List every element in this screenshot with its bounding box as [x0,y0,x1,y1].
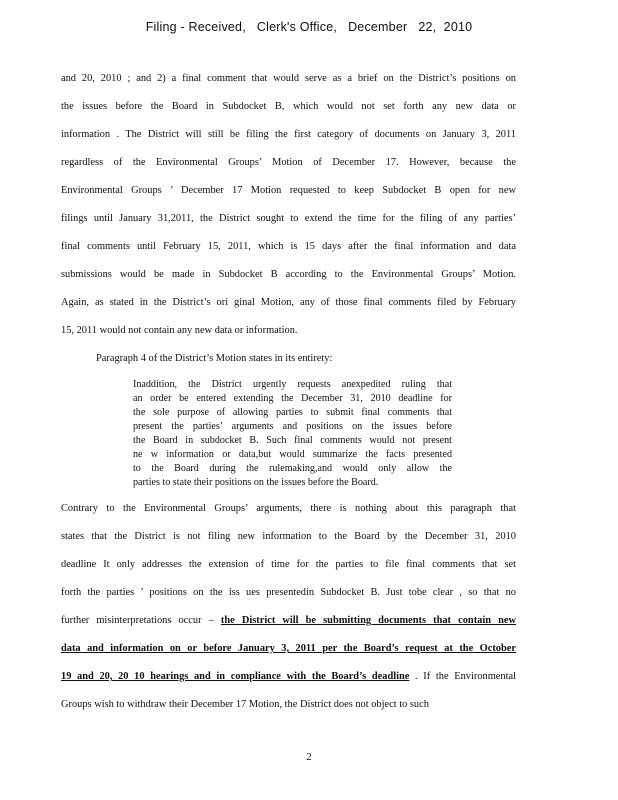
paragraph-3-line [61,615,516,627]
paragraph-1-line: filings until January 31,2011, the District sought to extend the time for the filing of any parties’ [61,213,516,224]
paragraph-2-intro: Paragraph 4 of the District’s Motion states in its entirety: [96,353,333,364]
emphasized-text: 19 and 20, 20 10 hearings and in compliance with the Board’s deadline [61,671,410,682]
block-quote-line: ne w information or data,but would summarize the facts presented [133,449,452,460]
paragraph-3-line [61,671,516,683]
paragraph-3-line: states that the District is not filing new information to the Board by the December 31, 2010 [61,531,516,542]
paragraph-1-line: Environmental Groups ’ December 17 Motion requested to keep Subdocket B open for new [61,185,516,196]
block-quote-line: an order be entered extending the December 31, 2010 deadline for [133,393,452,404]
paragraph-1-line: final comments until February 15, 2011, which is 15 days after the final information and data [61,241,516,252]
block-quote-line: parties to state their positions on the issues before the Board. [133,477,379,488]
emphasized-text: the District will be submitting documents that contain new [220,615,516,626]
paragraph-1-line: 15, 2011 would not contain any new data or information. [61,325,298,336]
plain-text: . If the Environmental [409,671,516,682]
block-quote-line: present the parties’ arguments and positions on the issues before [133,421,452,432]
paragraph-1-line: the issues before the Board in Subdocket B, which would not set forth any new data or [61,101,516,112]
block-quote-line: the Board in subdocket B. Such final comments would not present [133,435,452,446]
emphasized-text: data and information on or before January 3, 2011 per the Board’s request at the October [61,643,516,654]
paragraph-1-line: and 20, 2010 ; and 2) a final comment that would serve as a brief on the District’s positions on [61,73,516,84]
page-number: 2 [306,751,312,763]
plain-text: further misinterpretations occur – [61,615,221,626]
block-quote-line: to the Board during the rulemaking,and would only allow the [133,463,452,474]
paragraph-1-line: information . The District will still be filing the first category of documents on January 3, 2011 [61,129,516,140]
block-quote-line: the sole purpose of allowing parties to submit final comments that [133,407,452,418]
paragraph-3-line: deadline It only addresses the extension of time for the parties to file final comments that set [61,559,516,570]
paragraph-1-line: regardless of the Environmental Groups’ Motion of December 17. However, because the [61,157,516,168]
filing-header: Filing - Received, Clerk's Office, December 22, 2010 [145,20,473,34]
paragraph-1-line: Again, as stated in the District’s ori ginal Motion, any of those final comments filed by February [61,297,516,308]
paragraph-3-line [61,643,516,655]
paragraph-3-line: forth the parties ’ positions on the iss ues presentedin Subdocket B. Just tobe clear , so that no [61,587,516,598]
paragraph-3-line: Contrary to the Environmental Groups’ arguments, there is nothing about this paragraph that [61,503,516,514]
paragraph-1-line: submissions would be made in Subdocket B according to the Environmental Groups’ Motion. [61,269,516,280]
paragraph-3-line: Groups wish to withdraw their December 17 Motion, the District does not object to such [61,699,429,710]
block-quote-line: Inaddition, the District urgently requests anexpedited ruling that [133,379,452,390]
